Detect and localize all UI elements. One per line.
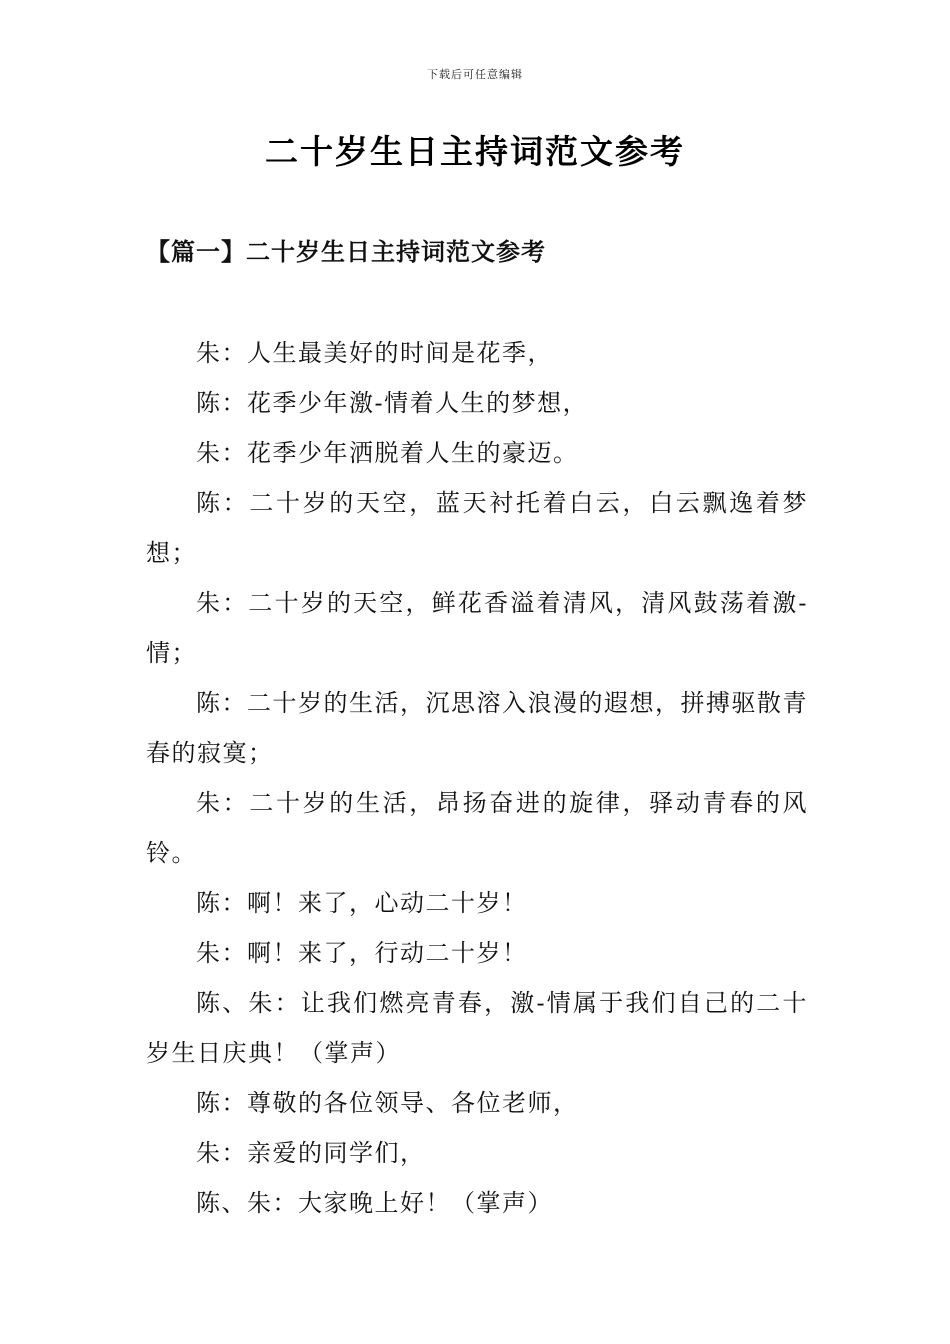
paragraph: 陈：啊！来了，心动二十岁！	[196, 889, 528, 917]
paragraph: 陈、朱：让我们燃亮青春，激-情属于我们自己的二十岁生日庆典！（掌声）	[146, 989, 808, 1067]
header-note: 下载后可任意编辑	[427, 68, 523, 81]
document-title: 二十岁生日主持词范文参考	[265, 132, 685, 171]
paragraph: 朱：亲爱的同学们，	[196, 1139, 426, 1167]
body-text	[146, 328, 808, 1228]
paragraph: 陈：二十岁的生活，沉思溶入浪漫的遐想，拼搏驱散青春的寂寞；	[146, 689, 808, 767]
paragraph: 朱：啊！来了，行动二十岁！	[196, 939, 528, 967]
paragraph: 陈：二十岁的天空，蓝天衬托着白云，白云飘逸着梦想；	[146, 489, 808, 567]
paragraph: 朱：二十岁的天空，鲜花香溢着清风，清风鼓荡着激-情；	[146, 589, 808, 667]
paragraph: 朱：二十岁的生活，昂扬奋进的旋律，驿动青春的风铃。	[146, 789, 808, 867]
paragraph: 朱：花季少年洒脱着人生的豪迈。	[196, 439, 579, 467]
paragraph: 陈、朱：大家晚上好！（掌声）	[196, 1189, 553, 1217]
paragraph: 陈：尊敬的各位领导、各位老师，	[196, 1089, 579, 1117]
paragraph: 朱：人生最美好的时间是花季，	[196, 339, 553, 367]
paragraph: 陈：花季少年激-情着人生的梦想，	[196, 389, 589, 417]
section-heading: 【篇一】二十岁生日主持词范文参考	[146, 237, 546, 266]
